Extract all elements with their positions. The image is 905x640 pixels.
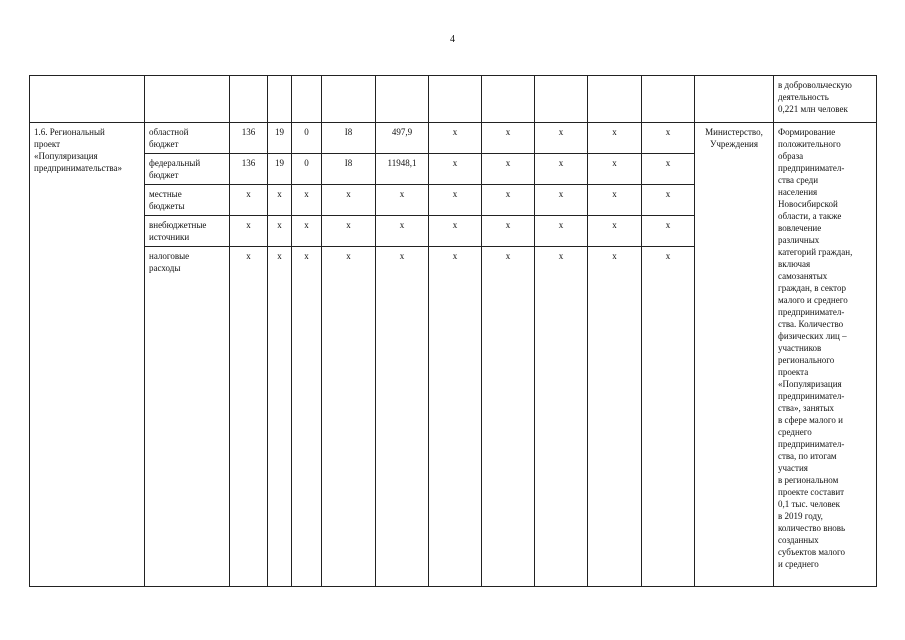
value-cell: x bbox=[322, 216, 376, 247]
value-cell: x bbox=[376, 216, 429, 247]
value-cell: x bbox=[376, 185, 429, 216]
value-cell: 136 bbox=[230, 154, 268, 185]
value-cell: 11948,1 bbox=[376, 154, 429, 185]
project-description: Формирование положительного образа предпринимател- ства среди населения Новосибирской области, а также вовлечение различных категорий граждан, включая самозанятых граждан, в сектор малого и среднего предпринимател- ства. Количество физических лиц – участников регионального проекта «Популяризация предпринимател- ства», занятых в сфере малого и среднего предпринимател- ства, по итогам участия в региональном проекте составит 0,1 тыс. человек в 2019 году, количество вновь созданных субъектов малого и среднего bbox=[774, 123, 877, 587]
empty-cell bbox=[376, 76, 429, 123]
empty-cell bbox=[30, 76, 145, 123]
value-cell: 19 bbox=[268, 154, 292, 185]
continuation-row bbox=[30, 76, 877, 123]
value-cell: x bbox=[642, 185, 695, 216]
value-cell: 136 bbox=[230, 123, 268, 154]
value-cell: x bbox=[292, 216, 322, 247]
funding-source: налоговые расходы bbox=[145, 247, 230, 587]
empty-cell bbox=[588, 76, 642, 123]
value-cell: x bbox=[482, 123, 535, 154]
value-cell: 497,9 bbox=[376, 123, 429, 154]
value-cell: x bbox=[642, 154, 695, 185]
value-cell: x bbox=[429, 123, 482, 154]
value-cell: I8 bbox=[322, 123, 376, 154]
project-title: 1.6. Региональный проект «Популяризация предпринимательства» bbox=[30, 123, 145, 587]
value-cell: x bbox=[268, 247, 292, 587]
empty-cell bbox=[322, 76, 376, 123]
continued-description: в добровольческую деятельность 0,221 млн человек bbox=[774, 76, 877, 123]
funding-source: областной бюджет bbox=[145, 123, 230, 154]
executor: Министерство, Учреждения bbox=[695, 123, 774, 587]
value-cell: x bbox=[322, 185, 376, 216]
empty-cell bbox=[268, 76, 292, 123]
program-table bbox=[29, 75, 877, 587]
value-cell: 0 bbox=[292, 123, 322, 154]
value-cell: x bbox=[322, 247, 376, 587]
page-number: 4 bbox=[450, 34, 455, 45]
value-cell: x bbox=[588, 216, 642, 247]
value-cell: x bbox=[482, 247, 535, 587]
value-cell: x bbox=[429, 216, 482, 247]
value-cell: x bbox=[535, 123, 588, 154]
value-cell: 19 bbox=[268, 123, 292, 154]
value-cell: x bbox=[230, 216, 268, 247]
value-cell: x bbox=[429, 154, 482, 185]
value-cell: x bbox=[588, 123, 642, 154]
empty-cell bbox=[482, 76, 535, 123]
empty-cell bbox=[145, 76, 230, 123]
value-cell: x bbox=[268, 216, 292, 247]
empty-cell bbox=[642, 76, 695, 123]
funding-source: федеральный бюджет bbox=[145, 154, 230, 185]
value-cell: x bbox=[642, 216, 695, 247]
value-cell: x bbox=[588, 154, 642, 185]
value-cell: x bbox=[535, 216, 588, 247]
empty-cell bbox=[292, 76, 322, 123]
budget-row bbox=[30, 123, 877, 154]
value-cell: x bbox=[429, 185, 482, 216]
value-cell: x bbox=[268, 185, 292, 216]
value-cell: x bbox=[642, 123, 695, 154]
value-cell: x bbox=[376, 247, 429, 587]
value-cell: x bbox=[292, 247, 322, 587]
value-cell: x bbox=[535, 247, 588, 587]
empty-cell bbox=[230, 76, 268, 123]
value-cell: x bbox=[535, 185, 588, 216]
funding-source: местные бюджеты bbox=[145, 185, 230, 216]
value-cell: x bbox=[482, 154, 535, 185]
empty-cell bbox=[535, 76, 588, 123]
value-cell: x bbox=[588, 185, 642, 216]
empty-cell bbox=[429, 76, 482, 123]
value-cell: 0 bbox=[292, 154, 322, 185]
value-cell: x bbox=[588, 247, 642, 587]
value-cell: x bbox=[482, 216, 535, 247]
value-cell: x bbox=[292, 185, 322, 216]
empty-cell bbox=[695, 76, 774, 123]
value-cell: I8 bbox=[322, 154, 376, 185]
funding-source: внебюджетные источники bbox=[145, 216, 230, 247]
value-cell: x bbox=[642, 247, 695, 587]
value-cell: x bbox=[429, 247, 482, 587]
value-cell: x bbox=[535, 154, 588, 185]
value-cell: x bbox=[482, 185, 535, 216]
value-cell: x bbox=[230, 185, 268, 216]
value-cell: x bbox=[230, 247, 268, 587]
